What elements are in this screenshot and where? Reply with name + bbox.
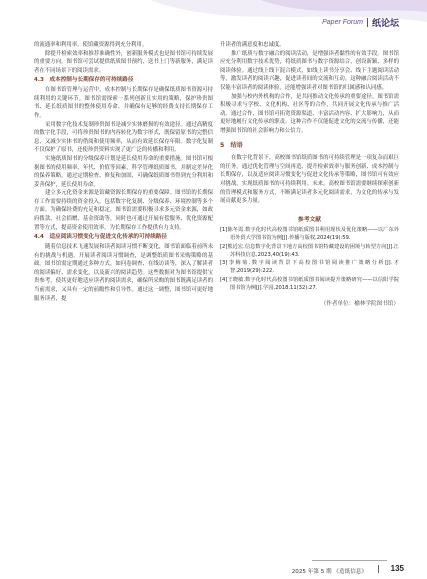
paragraph: 建立多元化资金来源是馆藏资源长期保存的重要保障。图书馆的长期保存工作需要持续的资金投入，包括数字化复制、分级保养、环境控制等多个方面。为确保经费的充足和稳定，图书馆需要积极寻求多元资金来源，如政府拨款、社会捐赠、基金资助等，同时也可通过开展有偿服务、优化资源配置等方式，提高资金使用效率，为长期保存工作提供有力支持。 [34,190,213,231]
left-column [34,41,213,303]
section-heading-5: 5 结语 [220,141,243,149]
footer-divider [378,565,379,573]
paragraph: 加强与校内外机构的合作，是共同推动文化传承的重要途径。图书馆需积极寻求与学校、文化机构、社区等的合作，共同开展文化传承与推广活动。通过合作，图书馆可拓宽资源渠道、丰富活动内容、扩大影响力，从而更好地履行文化传承的职责。这种合作不仅能促进文化的交流与传播，还能增强图书馆的社会影响力和公信力。 [220,93,399,134]
reference-item: [4]王晓敏.数字化时代高校图书馆纸质图书阅读提升策略研究——以信阳学院图书馆为例[J].学园,2018,11(32):27. [220,276,399,291]
reference-item: [2]熊近宏.信息数字化背景下地方高校图书馆特藏建设的困境与转型方向[J].江苏科技信息,2023,40(19):43. [220,243,399,258]
section-name-en: Paper Forum [322,19,363,26]
section-name-cn: 纸论坛 [371,18,399,28]
reference-item: [1]陈冬霞.数字化时代高校图书馆纸质图书利用现状及优化策略——以广东外语外贸大学图书馆为例[J].传播与版权,2024(19):59. [220,227,399,242]
paragraph: 随着信息技术飞速发展和读者阅读习惯不断变化，图书馆面临着前所未有的挑战与机遇。开展读者阅读习惯调查，是调整纸质图书采购策略的基础。图书馆需定期通过多种方式，如问卷调查、在线访谈等，深入了解读者的阅读偏好、需求变化，以及新兴的阅读趋势。这些数据对为图书馆提供宝贵参考，使其更好地适应读者的阅读需求，确保所采购的图书既满足读者的当前需求，又具有一定的前瞻性和引导性。通过这一调整，图书馆可更好地服务读者，提 [34,244,213,302]
paragraph: 除提升检索效率和推荐准确性外，创新服务模式也是图书馆可持续发展的重要方向。图书馆可尝试提供纸质图书预约、送书上门等新服务，满足读者在不同场景下的阅读需求。 [34,50,213,74]
section-heading-4-4: 4.4 适应阅读习惯变化与促进文化传承的可持续路径 [34,234,167,241]
author-affiliation: （作者单位：榆林学院图书馆） [320,300,399,307]
page-footer [0,555,427,575]
footer-rule [312,560,387,561]
issue-info: 2025 年第 5 期 《造纸信息》 [291,569,367,575]
section-heading-4-3: 4.3 成本控制与长期保存的可持续路径 [34,77,134,84]
header-divider [367,18,368,27]
paragraph: 采用数字化技术复制珍贵图书是减少实体磨损的有效途径。通过高精度的数字化手段，可将珍贵图书的内容转化为数字形式，既保留原书的完整信息，又减少实体书的借阅和使用频率，从而有效延长保存年限。数字化复制不仅保护了原书，还使珍贵资料实现了更广泛的传播和利用。 [34,121,213,154]
paragraph: 在图书馆管理与运营中，成本控制与长期保存是确保纸质图书资源可持续利用的关键环节。图书馆需探索一系列创新且实用的策略，保护珍贵图书、延长纸质图书的整体使用寿命，并确保有足够的经费支持长期保存工作。 [34,87,213,119]
section-header [322,16,399,29]
paragraph: 推广纸质与数字融合的阅读活动，是增强读者黏性的有效手段。图书馆应充分利用数字技术优势，将纸质图书与数字资源结合，创设新颖、多样的阅读体验。通过线上线下混合模式，如线上读书分享会、线下主题阅读活动等，激发读者的阅读兴趣，促进读者间的交流和互动。这种融合阅读活动不仅能丰富读者的阅读体验，还能增强读者对图书馆的归属感和认同感。 [220,50,399,91]
paragraph: 升读者的满意度和忠诚度。 [220,42,285,48]
references-title: 参考文献 [297,216,322,223]
paragraph: 实施纸质图书的分级保养计划是延长使用寿命的重要措施。图书馆可根据图书的使用频率、年代、价值等因素，科学管理纸质图书，并制定差异化的保养策略。通过定期检查、修复和加固，可确保纸质图书得到充分利用和妥善保护，延长使用寿命。 [34,155,213,188]
right-column [220,41,399,309]
paragraph: 在数字化背景下，高校图书馆纸质图书的可持续管理是一项复杂而艰巨的任务。通过优化管理与空间再造、提升检索效率与服务创新、成本控制与长期保存，以及适应阅读习惯变化与促进文化传承等策略，图书馆可有效应对挑战，实现纸质图书的可持续利用。未来，高校图书馆需要继续探索创新的管理模式和服务方式，不断满足读者多元化阅读需求，为文化的传承与发展贡献更多力量。 [220,155,399,205]
reference-item: [3]李梅菊.数字阅读背景下高校图书馆阅读推广策略分析[J].才智,2019(29):222. [220,260,399,275]
paragraph: 的流通率和利用率，使馆藏资源得到充分利用。 [34,42,148,48]
page-number: 135 [390,564,404,573]
